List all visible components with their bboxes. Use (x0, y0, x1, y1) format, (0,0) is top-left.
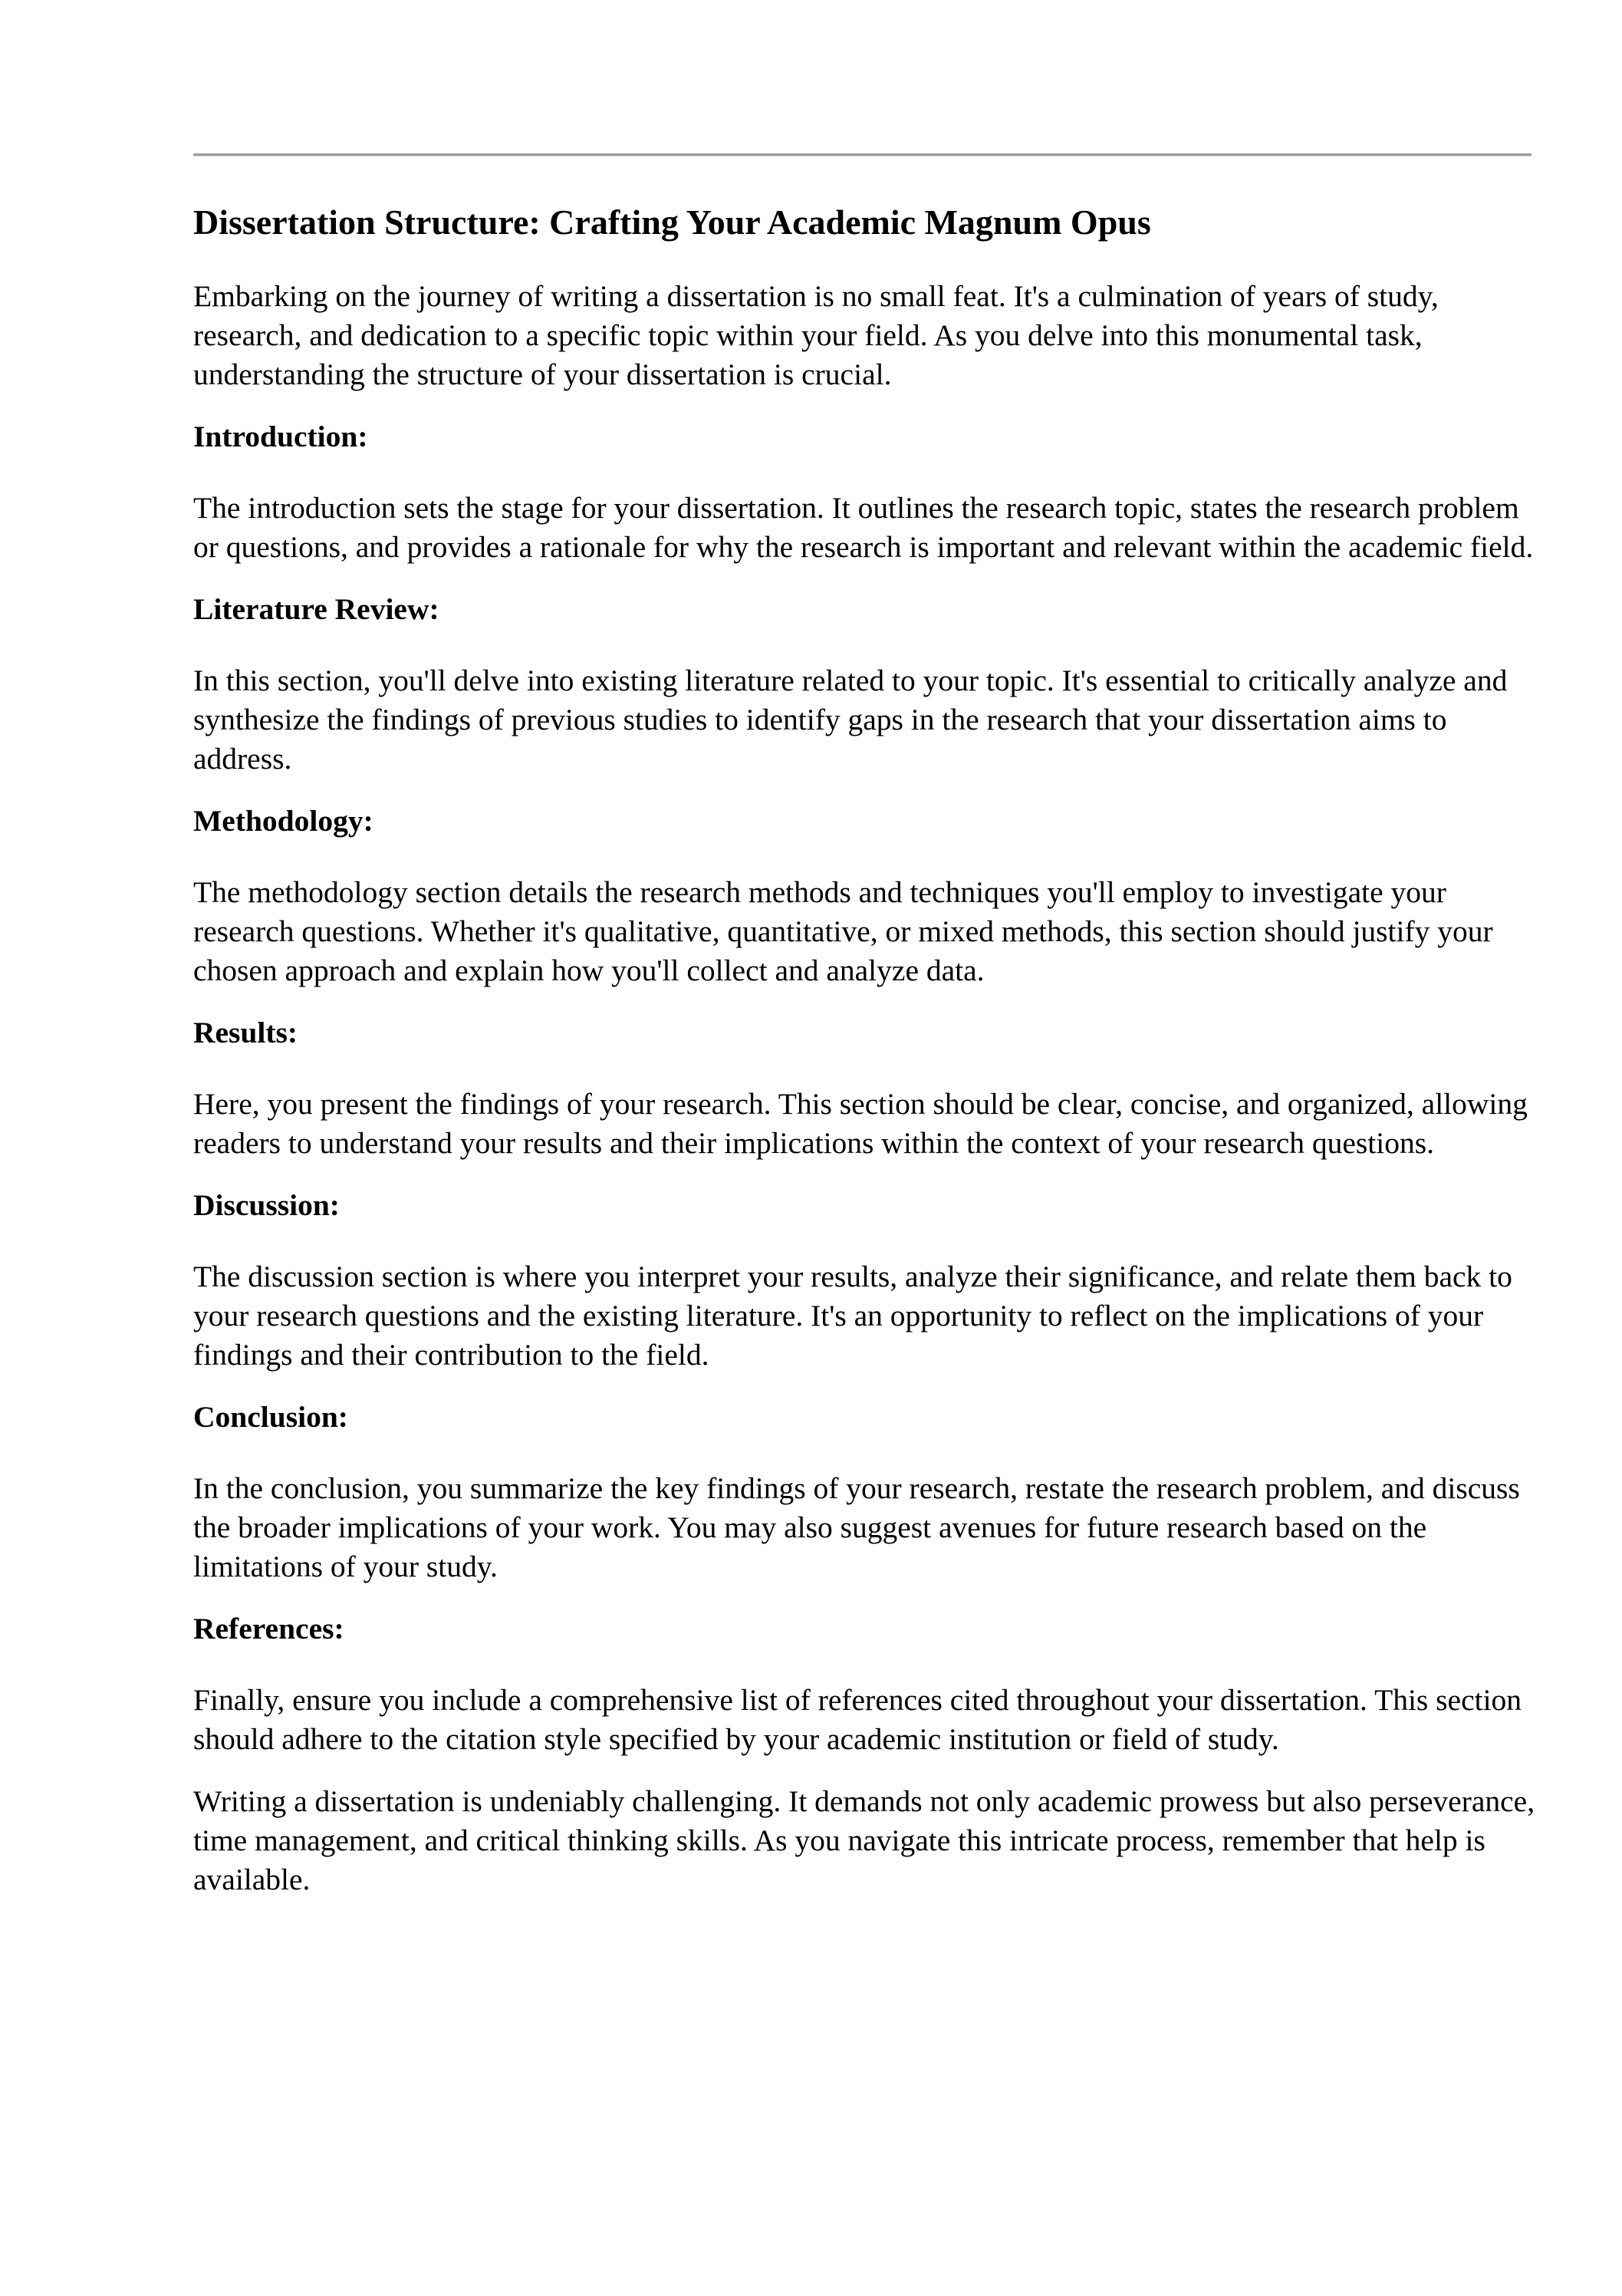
document-body (193, 201, 1535, 1922)
section-heading-introduction: Introduction: (193, 420, 368, 454)
intro-paragraph: Embarking on the journey of writing a dissertation is no small feat. It's a culmination of years of study, research, and dedication to a specific topic within your field. As you delve into this monumental task, understanding the structure of your dissertation is crucial. (193, 279, 1439, 392)
section-text-references: Finally, ensure you include a comprehensive list of references cited throughout your dissertation. This section should adhere to the citation style specified by your academic institution or field of study. (193, 1683, 1522, 1757)
section-text-results: Here, you present the findings of your research. This section should be clear, concise, and organized, allowing readers to understand your results and their implications within the context of your research questions. (193, 1087, 1528, 1161)
document-title: Dissertation Structure: Crafting Your Academic Magnum Opus (193, 203, 1151, 242)
section-heading-conclusion: Conclusion: (193, 1400, 348, 1435)
closing-paragraph: Writing a dissertation is undeniably challenging. It demands not only academic prowess but also perseverance, time management, and critical thinking skills. As you navigate this intricate process, remember that help is available. (193, 1784, 1535, 1897)
section-heading-literature-review: Literature Review: (193, 592, 439, 627)
section-heading-methodology: Methodology: (193, 804, 373, 838)
section-heading-discussion: Discussion: (193, 1188, 340, 1223)
section-text-conclusion: In the conclusion, you summarize the key findings of your research, restate the research problem, and discuss the broader implications of your work. You may also suggest avenues for future research based on the limitations of your study. (193, 1471, 1520, 1584)
section-text-introduction: The introduction sets the stage for your dissertation. It outlines the research topic, states the research problem or questions, and provides a rationale for why the research is important and relevant within the academic field. (193, 491, 1534, 565)
section-text-methodology: The methodology section details the research methods and techniques you'll employ to investigate your research questions. Whether it's qualitative, quantitative, or mixed methods, this section should justify your chosen approach and explain how you'll collect and analyze data. (193, 875, 1493, 988)
section-heading-references: References: (193, 1612, 344, 1646)
top-horizontal-rule (193, 153, 1532, 156)
section-text-discussion: The discussion section is where you interpret your results, analyze their significance, and relate them back to your research questions and the existing literature. It's an opportunity to reflect on the implications of your findings and their contribution to the field. (193, 1260, 1512, 1372)
section-text-literature-review: In this section, you'll delve into existing literature related to your topic. It's essential to critically analyze and synthesize the findings of previous studies to identify gaps in the research that your dissertation aims to address. (193, 664, 1508, 776)
section-heading-results: Results: (193, 1016, 298, 1050)
